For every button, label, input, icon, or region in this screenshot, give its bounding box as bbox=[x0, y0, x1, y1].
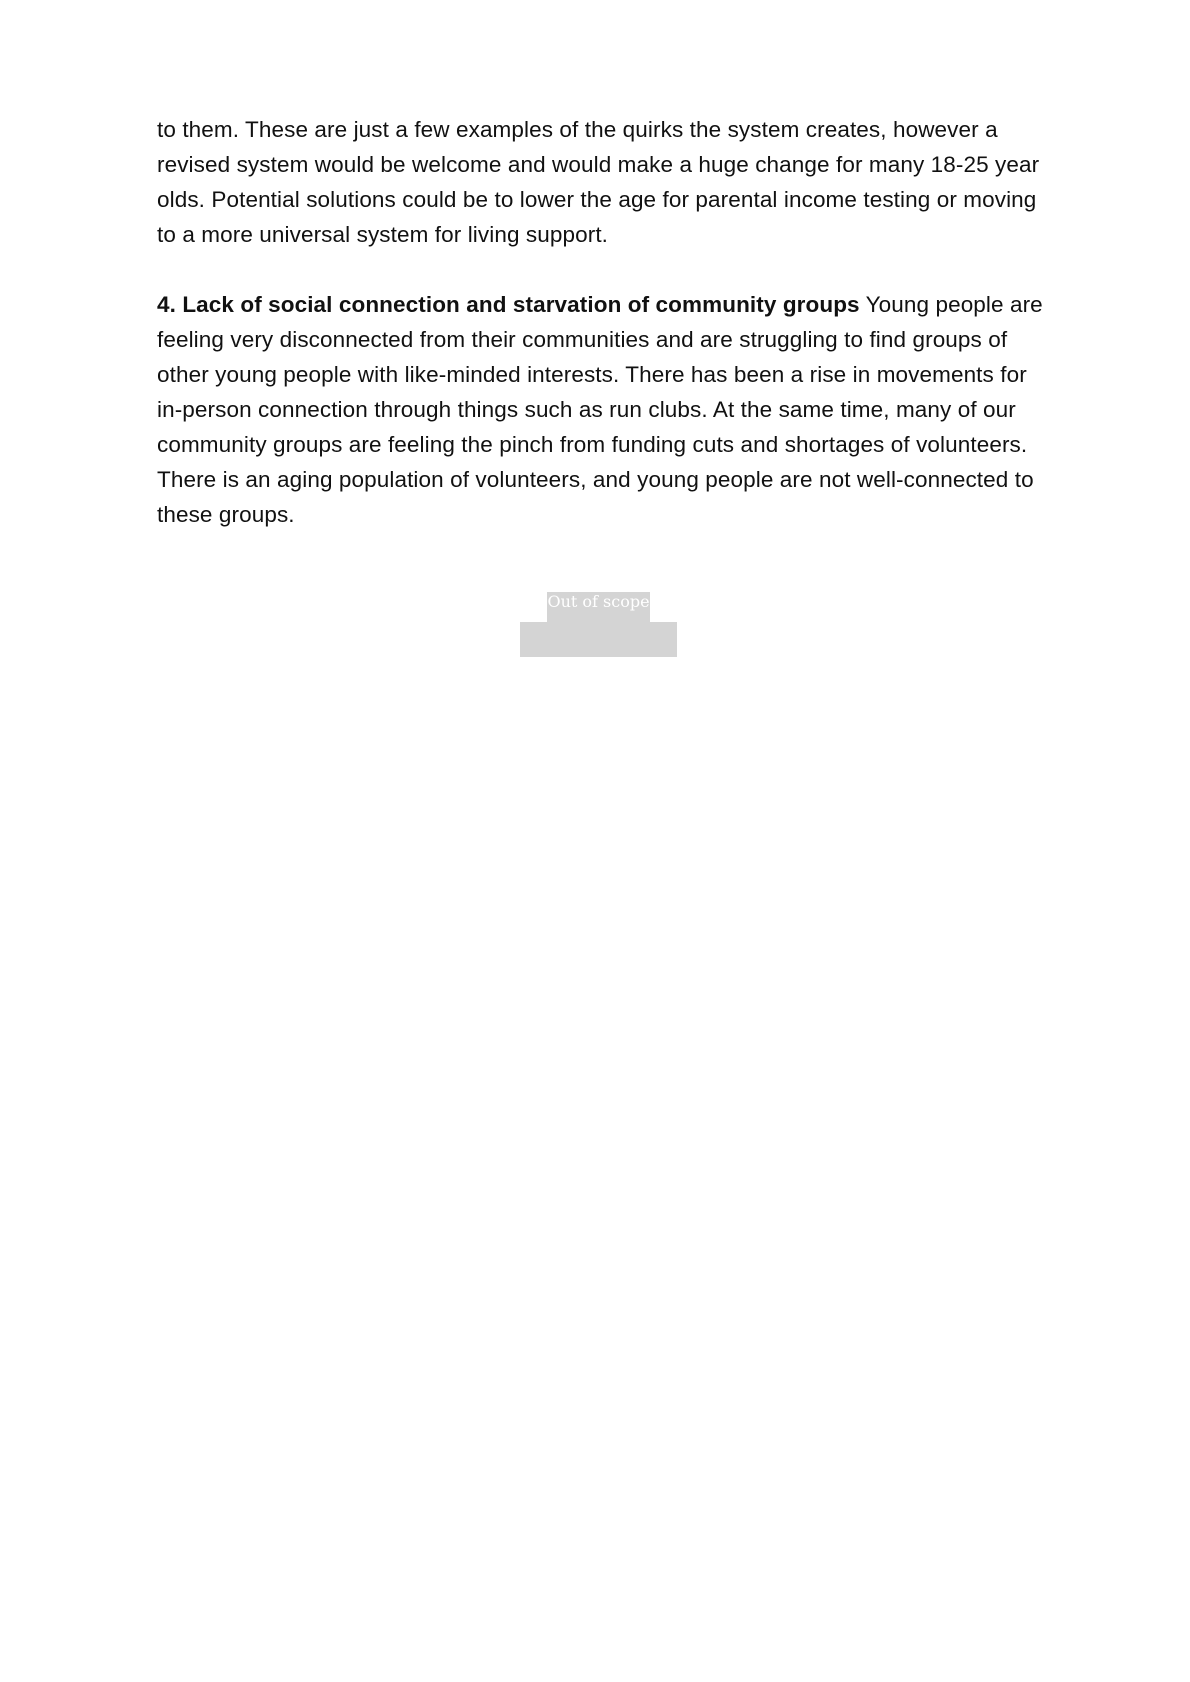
paragraph-income-testing bbox=[157, 112, 1047, 252]
paragraph-text: to them. These are just a few examples of the quirks the system creates, however a revised system would be welcome and would make a huge change for many 18-25 year olds. Potential solutions could be to lower the age for parental income testing or moving to a more universal system for living support. bbox=[157, 117, 1040, 247]
paragraph-text: Young people are feeling very disconnected from their communities and are struggling to find groups of other young people with like-minded interests. There has been a rise in movements for in-person connection through things such as run clubs. At the same time, many of our community groups are feeling the pinch from funding cuts and shortages of volunteers. There is an aging population of volunteers, and young people are not well-connected to these groups. bbox=[157, 292, 1043, 527]
redaction-block bbox=[520, 622, 677, 657]
section-heading: 4. Lack of social connection and starvation of community groups bbox=[157, 292, 860, 317]
redaction-label: Out of scope bbox=[547, 592, 650, 622]
paragraph-social-connection bbox=[157, 287, 1047, 532]
document-body bbox=[157, 112, 1047, 532]
